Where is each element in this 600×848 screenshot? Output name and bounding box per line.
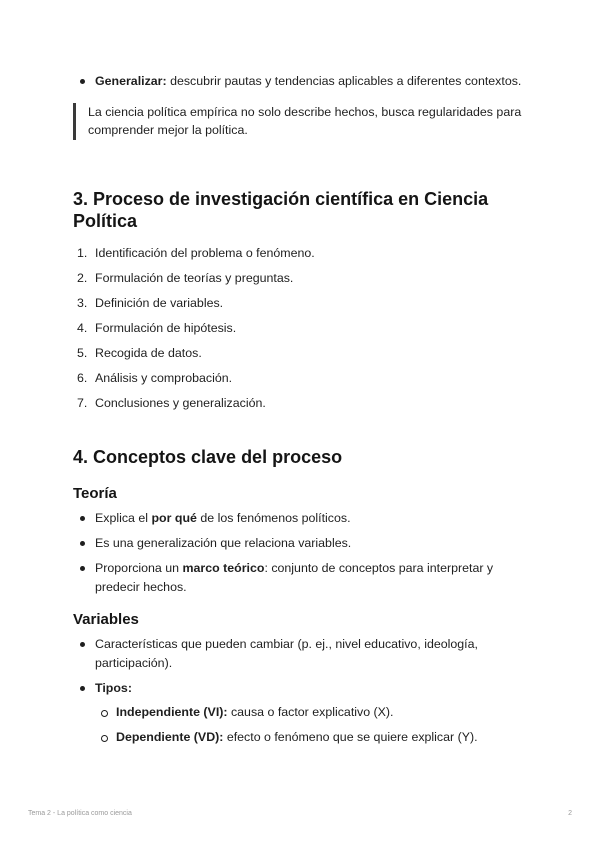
term-generalizar: Generalizar:: [95, 74, 167, 88]
step-number: 3.: [77, 295, 88, 310]
sublist-item: [95, 728, 533, 747]
step-number: 5.: [77, 345, 88, 360]
list-item: [73, 369, 533, 388]
teoria-list: [73, 509, 533, 596]
text-segment: causa o factor explicativo (X).: [227, 705, 394, 719]
step-text: Formulación de hipótesis.: [95, 320, 237, 335]
list-item: [73, 269, 533, 288]
page-footer: [28, 810, 572, 817]
section-4-heading: 4. Conceptos clave del proceso: [73, 447, 343, 467]
step-text: Identificación del problema o fenómeno.: [95, 245, 315, 260]
step-number: 4.: [77, 320, 88, 335]
text-segment: Características que pueden cambiar (p. ej., nivel educativo, ideología, participación).: [95, 637, 478, 670]
list-item: [73, 319, 533, 338]
bold-term: por qué: [151, 511, 197, 525]
research-steps-list: [73, 244, 533, 413]
step-number: 6.: [77, 370, 88, 385]
list-item: [73, 244, 533, 263]
step-text: Formulación de teorías y preguntas.: [95, 270, 294, 285]
text-segment: de los fenómenos políticos.: [196, 511, 351, 525]
bold-term: marco teórico: [182, 561, 265, 575]
list-item: [73, 559, 533, 596]
tipos-label: Tipos:: [95, 680, 132, 695]
text-segment: Proporciona un: [95, 561, 183, 575]
section-3-heading: 3. Proceso de investigación científica en Ciencia Política: [73, 188, 489, 231]
step-number: 2.: [77, 270, 88, 285]
variables-heading: Variables: [73, 611, 139, 628]
page-content: [73, 72, 533, 753]
list-item-tipos: [73, 679, 533, 747]
list-item: [73, 509, 533, 528]
bold-term: Dependiente (VD):: [116, 730, 224, 744]
list-item: [73, 294, 533, 313]
list-item: [73, 534, 533, 553]
text-segment: Es una generalización que relaciona variables.: [95, 536, 352, 550]
sublist-item: [95, 703, 533, 722]
bold-term: Independiente (VI):: [116, 705, 228, 719]
list-item-generalizar: [73, 72, 533, 91]
definition-generalizar: descubrir pautas y tendencias aplicables a diferentes contextos.: [166, 74, 522, 88]
text-segment: Explica el: [95, 511, 152, 525]
variables-list: [73, 635, 533, 747]
text-segment: efecto o fenómeno que se quiere explicar (Y).: [223, 730, 478, 744]
step-text: Recogida de datos.: [95, 345, 202, 360]
tipos-sublist: [95, 703, 533, 747]
text-segment: : conjunto de conceptos para interpretar y predecir hechos.: [95, 561, 494, 594]
list-item: [73, 635, 533, 672]
footer-title: Tema 2 - La política como ciencia: [28, 810, 132, 817]
step-text: Análisis y comprobación.: [95, 370, 233, 385]
teoria-heading: Teoría: [73, 485, 117, 502]
blockquote: La ciencia política empírica no solo describe hechos, busca regularidades para comprender mejor la política.: [73, 103, 533, 140]
step-number: 7.: [77, 395, 88, 410]
list-item: [73, 344, 533, 363]
page-number: 2: [568, 810, 572, 817]
list-item: [73, 394, 533, 413]
step-number: 1.: [77, 245, 88, 260]
generalizar-list: [73, 72, 533, 91]
step-text: Conclusiones y generalización.: [95, 395, 266, 410]
step-text: Definición de variables.: [95, 295, 224, 310]
